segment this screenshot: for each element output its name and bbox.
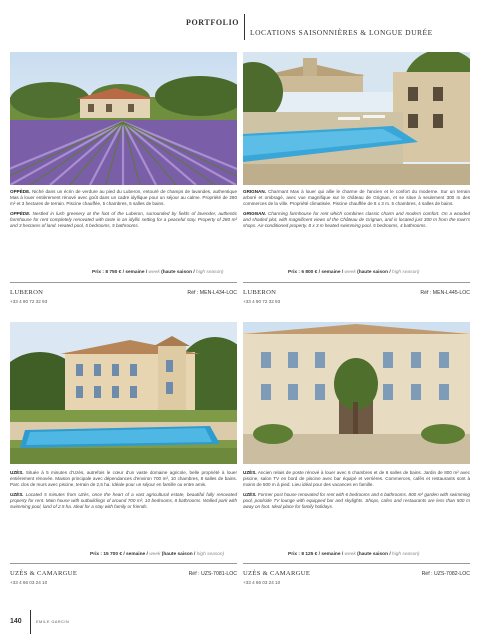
photo-grignan-pool — [243, 52, 470, 185]
footer-divider — [30, 610, 31, 634]
reference-number: Réf : MEN-L434-LOC — [187, 290, 237, 296]
photo-uzes-courtyard — [243, 322, 470, 464]
price-uzes-courtyard: Prix : 8 125 € / semaine / week (haute saison / high season) — [288, 552, 420, 557]
header-divider — [244, 14, 245, 40]
agency-box-oppede — [10, 282, 237, 308]
photo-uzes-estate — [10, 322, 237, 464]
reference-number: Réf : UZS-7081-LOC — [188, 571, 237, 577]
agency-phone[interactable]: +33 4 90 72 32 93 — [10, 299, 48, 304]
agency-phone[interactable]: +33 4 66 03 24 10 — [243, 580, 281, 585]
section-title: PORTFOLIO — [186, 18, 240, 27]
reference-number: Réf : MEN-L445-LOC — [420, 290, 470, 296]
description-grignan: GRIGNAN. Charmant Mas à louer qui allie le charme de l'ancien et le confort du moderne. Sur un terrain arboré et ombragé, avec vue magnifique sur le château de Grignan, et se situe à seulement 300 m des commerces de la ville. Propriété climatisée. Piscine chauffée de 8 x 3 m. 5 chambres, 4 salles de bains. GRIGNAN. Charming farmhouse for rent which combines classic charm and modern comfort. On a wooded and shaded plot, with magnificent views of the Château de Grignan, and is located just 300 m from the town's shops. Air-conditioned property. 8 x 3 m heated swimming pool. 5 bedrooms, 4 bathrooms. — [243, 189, 470, 229]
photo-oppede-lavender — [10, 52, 237, 185]
agency-phone[interactable]: +33 4 90 72 32 93 — [243, 299, 281, 304]
agency-phone[interactable]: +33 4 66 03 24 10 — [10, 580, 48, 585]
reference-number: Réf : UZS-7082-LOC — [421, 571, 470, 577]
agency-box-grignan — [243, 282, 470, 308]
description-uzes-estate: UZÈS. Située à 5 minutes d'Uzès, autrefois le cœur d'un vaste domaine agricole, belle propriété à louer entièrement rénovée. Maison principale avec dépendances d'environ 700 m², 10 chambres, 8 salles de bains. Parc clos de murs avec piscine, terrain de 2,5 ha. Idéale pour un séjour en famille ou entre amis. UZÈS. Located 5 minutes from Uzès, once the heart of a vast agricultural estate, beautiful fully renovated property for rent. Main house with outbuildings of around 700 m², 10 bedrooms, 8 bathrooms. Walled park with swimming pool, land of 2.5 ha. Ideal for a stay with family or friends. — [10, 470, 238, 510]
price-uzes-estate: Prix : 15 700 € / semaine / week (haute saison / high season) — [90, 552, 225, 557]
description-uzes-courtyard: UZÈS. Ancien relais de poste rénové à louer avec 6 chambres et de 6 salles de bains. Jardin de 800 m² avec piscine, salon TV en bord de piscine avec bar équipé et verrières. Commerces, cafés et restaurants sont à moins de 500 m à pied. Lieu idéal pour des vacances en famille. UZÈS. Former post house renovated for rent with 6 bedrooms and 6 bathrooms. 800 m² garden with swimming pool, poolside TV lounge with equipped bar and skylights. Shops, cafes and restaurants are less than 500 m away on foot. Ideal place for family holidays. — [243, 470, 470, 510]
page-footer — [10, 610, 90, 634]
price-grignan: Prix : 6 800 € / semaine / week (haute saison / high season) — [288, 270, 420, 275]
page-number: 140 — [10, 618, 22, 625]
description-oppede: OPPÈDE. Niché dans un écrin de verdure au pied du Luberon, entouré de champs de lavandes, authentique Mas à louer entièrement rénové avec goût dans un cadre idyllique pour un séjour au calme. Propriété de 280 m² et 3 hectares de terrain. Piscine chauffée, 5 chambres, 5 salles de bains. OPPÈDE. Nestled in lush greenery at the foot of the Luberon, surrounded by fields of lavender, authentic farmhouse for rent completely renovated with taste in an idyllic setting for a peaceful stay. Property of 280 m² and 3 hectares of land. Heated pool, 5 bedrooms, 5 bathrooms. — [10, 189, 237, 229]
brand-name: EMILE GARCIN — [36, 620, 70, 624]
agency-box-uzes-courtyard — [243, 563, 470, 589]
agency-name: UZÈS & CAMARGUE — [243, 570, 311, 577]
price-oppede: Prix : 8 750 € / semaine / week (haute saison / high season) — [92, 270, 224, 275]
agency-name: LUBERON — [10, 289, 44, 296]
agency-name: UZÈS & CAMARGUE — [10, 570, 78, 577]
agency-name: LUBERON — [243, 289, 277, 296]
agency-box-uzes-estate — [10, 563, 237, 589]
section-subtitle: LOCATIONS SAISONNIÈRES & LONGUE DURÉE — [250, 28, 433, 37]
